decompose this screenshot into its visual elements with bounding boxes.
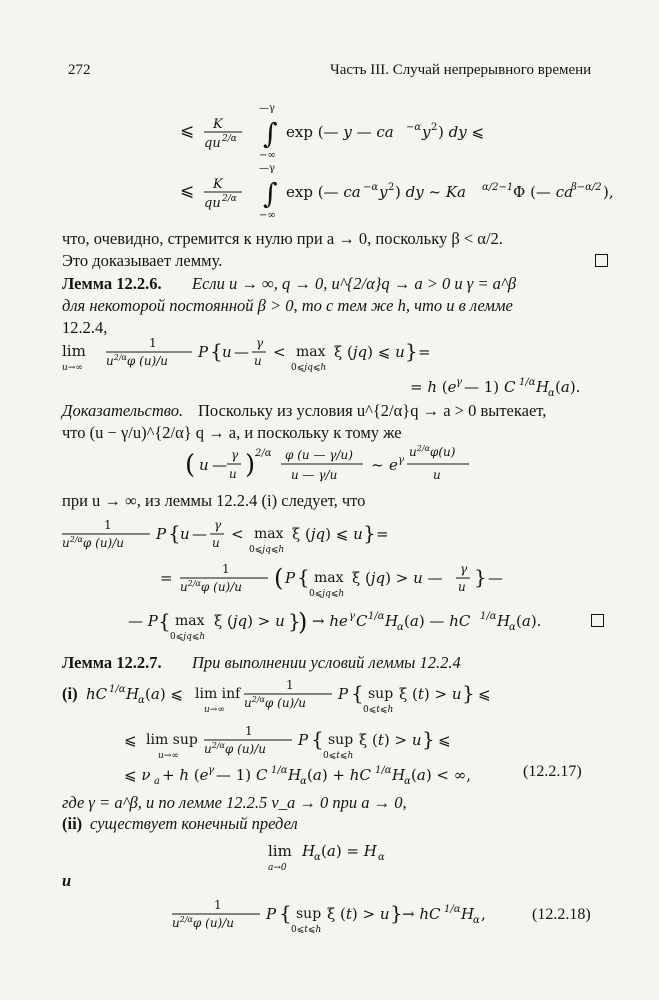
svg-text:sup: sup (296, 906, 322, 922)
svg-text:P: P (266, 905, 277, 923)
svg-text:—: — (234, 343, 249, 361)
svg-text:u2/αφ (u)/u: $u^{2/\alpha}\varphi$ (u)/u (106, 353, 169, 368)
svg-text:u — γ/u: u — γ/u (291, 468, 338, 482)
svg-text:H: H (302, 842, 316, 860)
equation-c (62, 332, 482, 378)
svg-text:{: { (297, 565, 310, 589)
svg-text:lim: lim (62, 342, 86, 360)
svg-text:u: u (180, 525, 190, 543)
paragraph-where: где γ = a^β, и по лемме 12.2.5 ν_a → 0 при a → 0, (62, 793, 407, 812)
svg-text:}: } (474, 565, 487, 589)
item-label: (ii) (62, 814, 83, 833)
svg-text:H: H (126, 685, 140, 703)
svg-text:sup: sup (328, 732, 354, 748)
lemma-title: Лемма 12.2.7. (62, 653, 162, 672)
svg-text:1/α: 1/α (519, 377, 536, 388)
svg-text:(a) — hC: (a) — hC (404, 612, 471, 630)
svg-text:∫: ∫ (263, 117, 278, 150)
equation-b (180, 164, 640, 224)
equation-a (180, 104, 510, 164)
svg-text:{: { (210, 339, 223, 363)
proof-label: Доказательство. (62, 401, 184, 420)
svg-text:lim: lim (268, 842, 292, 860)
svg-text:C: C (356, 612, 368, 630)
svg-text:1/α: 1/α (480, 611, 497, 622)
svg-text:(a).: (a). (516, 612, 542, 630)
svg-text:ξ (jq) ⩽ u: ξ (jq) ⩽ u (292, 525, 363, 543)
item-label: (i) (62, 684, 78, 703)
lemma-statement: При выполнении условий леммы 12.2.4 (192, 653, 461, 672)
svg-text:1: 1 (104, 518, 112, 532)
svg-text:u: u (212, 536, 220, 550)
svg-text:u→∞: u→∞ (62, 363, 83, 373)
svg-text:u2/αφ (u)/u: $u^{2/\alpha}\varphi$ (u)/u (62, 535, 125, 550)
svg-text:,: , (481, 905, 486, 923)
equation-l (268, 836, 408, 876)
svg-text:(: ( (185, 450, 196, 480)
svg-text:α: α (404, 776, 411, 787)
svg-text:u: u (199, 456, 209, 474)
svg-text:}: } (422, 727, 435, 751)
svg-text:γ: γ (460, 562, 468, 576)
svg-text:0⩽jq⩽h: 0⩽jq⩽h (291, 363, 327, 373)
svg-text:=: = (160, 569, 173, 587)
svg-text:u2/αφ (u)/u: $u^{2/\alpha}\varphi$ (u)/u (244, 695, 307, 710)
equation-d (410, 374, 610, 400)
svg-text:∫: ∫ (263, 177, 278, 210)
equation-g (160, 558, 530, 606)
svg-text:H: H (536, 378, 550, 396)
svg-text:),: ), (603, 183, 614, 201)
svg-text:}: } (462, 681, 475, 705)
svg-text:u→∞: u→∞ (204, 705, 225, 715)
svg-text:—: — (212, 456, 227, 474)
paragraph-follows: при u → ∞, из леммы 12.2.4 (i) следует, что (62, 491, 366, 510)
item-text: существует конечный предел (90, 814, 298, 833)
equation-m (172, 894, 512, 942)
lemma-statement: для некоторой постоянной β > 0, то с тем же h, что и в лемме (62, 296, 513, 315)
svg-text:u: u (229, 467, 237, 481)
svg-text:lim inf: lim inf (195, 686, 241, 702)
equation-j (124, 720, 494, 766)
svg-text:⩽: ⩽ (124, 731, 137, 749)
svg-text:max: max (296, 344, 326, 360)
svg-text:sup: sup (368, 686, 394, 702)
svg-text:2: 2 (388, 182, 395, 193)
svg-text:u2/αφ (u)/u: $u^{2/\alpha}\varphi$ (u)/u (180, 579, 243, 594)
svg-text:u2/αφ(u): $u^{2/\alpha}\varphi(u)$ (409, 444, 456, 459)
conjunction: и (62, 871, 72, 890)
svg-text:— P: — P (128, 612, 158, 630)
svg-text:H: H (392, 766, 406, 784)
svg-text:−∞: −∞ (259, 150, 276, 161)
svg-text:P: P (198, 343, 209, 361)
svg-text:γ: γ (349, 611, 355, 622)
svg-text:α/2−1: α/2−1 (482, 182, 514, 193)
svg-text:1: 1 (214, 898, 222, 912)
svg-text:exp (— ca: exp (— ca (286, 183, 361, 201)
svg-text:—γ: —γ (259, 104, 275, 114)
svg-text:K: K (213, 117, 223, 132)
svg-text:qu: qu (204, 136, 221, 151)
qed-symbol (595, 254, 608, 267)
svg-text:—: — (488, 569, 503, 587)
svg-text:<: < (231, 525, 244, 543)
svg-text:⩽ ν: ⩽ ν (124, 766, 151, 784)
svg-text:{: { (351, 681, 364, 705)
svg-text:(a).: (a). (555, 378, 581, 396)
svg-text:0⩽jq⩽h: 0⩽jq⩽h (170, 632, 206, 642)
svg-text:{: { (279, 901, 292, 925)
svg-text:u2/αφ (u)/u: $u^{2/\alpha}\varphi$ (u)/u (204, 741, 267, 756)
svg-text:γ: γ (214, 518, 222, 532)
svg-text:=: = (418, 343, 431, 361)
svg-text:(a) + hC: (a) + hC (307, 766, 371, 784)
svg-text:exp (— y — ca: exp (— y — ca (286, 123, 394, 141)
svg-text:α: α (138, 695, 145, 706)
running-title: Часть III. Случай непрерывного времени (330, 62, 592, 78)
svg-text:—γ: —γ (259, 164, 275, 174)
equation-f (62, 514, 442, 560)
svg-text:— 1) C: — 1) C (216, 766, 268, 784)
svg-text:φ (u — γ/u): φ (u — γ/u) (285, 448, 353, 462)
proof-text: Поскольку из условия u^{2/α}q → a > 0 вытекает, (198, 401, 547, 420)
svg-text:−α: −α (406, 122, 422, 133)
svg-text:ξ (t) > u: ξ (t) > u (399, 685, 462, 703)
svg-text:→ he: → he (312, 612, 348, 630)
equation-h (128, 604, 618, 648)
svg-text:u: u (254, 354, 262, 368)
svg-text:⩽: ⩽ (438, 731, 451, 749)
svg-text:2/α: 2/α (222, 134, 237, 144)
svg-text:α: α (378, 852, 385, 863)
svg-text:γ: γ (256, 336, 264, 350)
svg-text:1: 1 (149, 336, 157, 350)
svg-text:): ) (245, 450, 256, 480)
svg-text:⩽: ⩽ (180, 121, 195, 141)
svg-text:Φ (— ca: Φ (— ca (513, 183, 574, 201)
svg-text:0⩽t⩽h: 0⩽t⩽h (363, 705, 394, 715)
svg-text:→ hC: → hC (402, 905, 441, 923)
svg-text:a: a (154, 776, 160, 787)
svg-text:e: e (389, 456, 398, 474)
svg-text:P: P (338, 685, 349, 703)
svg-text:H: H (497, 612, 511, 630)
svg-text:= h (e: = h (e (410, 378, 457, 396)
svg-text:{: { (311, 727, 324, 751)
svg-text:H: H (385, 612, 399, 630)
svg-text:}: } (405, 339, 418, 363)
svg-text:~: ~ (371, 456, 384, 474)
lemma-title: Лемма 12.2.6. (62, 274, 162, 293)
svg-text:α: α (509, 622, 516, 633)
page-number: 272 (68, 62, 91, 78)
svg-text:}: } (363, 521, 376, 545)
svg-text:1/α: 1/α (375, 765, 392, 776)
svg-text:max: max (314, 570, 344, 586)
svg-text:H: H (461, 905, 475, 923)
svg-text:γ: γ (231, 448, 239, 462)
svg-text:0⩽jq⩽h: 0⩽jq⩽h (249, 545, 285, 555)
svg-text:1: 1 (245, 724, 253, 738)
svg-text:a→0: a→0 (268, 863, 287, 873)
svg-text:max: max (254, 526, 284, 542)
paragraph-proves-lemma: Это доказывает лемму. (62, 251, 223, 270)
svg-text:u→∞: u→∞ (158, 751, 179, 761)
svg-text:⩽: ⩽ (180, 181, 195, 201)
svg-text:0⩽t⩽h: 0⩽t⩽h (291, 925, 322, 935)
svg-text:H: H (288, 766, 302, 784)
svg-text:—: — (192, 525, 207, 543)
svg-text:+ h (e: + h (e (162, 766, 209, 784)
svg-text:(a) ⩽: (a) ⩽ (145, 685, 184, 703)
svg-text:β−α/2: β−α/2 (571, 182, 602, 193)
svg-text:ξ (jq) > u: ξ (jq) > u (214, 612, 285, 630)
svg-text:hC: hC (86, 685, 108, 703)
lemma-statement: Если u → ∞, q → 0, u^{2/α}q → a > 0 и γ = a^β (192, 274, 517, 293)
svg-text:{: { (158, 609, 171, 633)
svg-text:1/α: 1/α (368, 611, 385, 622)
svg-text:1: 1 (222, 562, 230, 576)
svg-text:ξ (jq) ⩽ u: ξ (jq) ⩽ u (334, 343, 405, 361)
svg-text:ξ (t) > u: ξ (t) > u (359, 731, 422, 749)
svg-text:K: K (213, 177, 223, 192)
svg-text:0⩽t⩽h: 0⩽t⩽h (323, 751, 354, 761)
svg-text:<: < (273, 343, 286, 361)
svg-text:P: P (285, 569, 296, 587)
equation-number: (12.2.18) (532, 906, 591, 923)
svg-text:2: 2 (431, 122, 438, 133)
svg-text:γ: γ (398, 455, 404, 466)
svg-text:) dy ⩽: ) dy ⩽ (438, 123, 485, 141)
svg-text:qu: qu (204, 196, 221, 211)
svg-text:γ: γ (208, 765, 214, 776)
svg-text:— 1) C: — 1) C (464, 378, 516, 396)
svg-text:(: ( (274, 564, 284, 592)
svg-text:α: α (300, 776, 307, 787)
svg-text:) dy ~ Ka: ) dy ~ Ka (395, 183, 466, 201)
svg-text:): ) (298, 608, 308, 636)
svg-text:P: P (298, 731, 309, 749)
proof-text: что (u − γ/u)^{2/α} q → a, и поскольку к тому же (62, 423, 402, 442)
lemma-reference: 12.2.4, (62, 318, 108, 337)
svg-text:{: { (168, 521, 181, 545)
svg-text:u: u (433, 468, 441, 482)
svg-text:1/α: 1/α (109, 684, 126, 695)
svg-text:2/α: 2/α (222, 194, 237, 204)
svg-text:=: = (376, 525, 389, 543)
svg-text:u: u (458, 580, 466, 594)
svg-text:α: α (548, 388, 555, 399)
svg-text:}: } (288, 609, 301, 633)
svg-text:−α: −α (363, 182, 379, 193)
equation-e (185, 442, 505, 494)
svg-text:1: 1 (286, 678, 294, 692)
svg-text:lim sup: lim sup (146, 732, 198, 748)
paragraph-conclusion: что, очевидно, стремится к нулю при a → 0, поскольку β < α/2. (62, 229, 503, 248)
equation-i (86, 674, 546, 722)
svg-text:1/α: 1/α (271, 765, 288, 776)
svg-text:}: } (390, 901, 403, 925)
qed-symbol (591, 614, 604, 627)
svg-text:y: y (379, 183, 388, 201)
svg-text:P: P (156, 525, 167, 543)
svg-text:y: y (422, 123, 431, 141)
svg-text:(a) < ∞,: (a) < ∞, (411, 766, 472, 784)
svg-text:α: α (314, 852, 321, 863)
svg-text:1/α: 1/α (444, 904, 461, 915)
svg-text:u2/αφ (u)/u: $u^{2/\alpha}\varphi$ (u)/u (172, 915, 235, 930)
svg-text:γ: γ (456, 377, 462, 388)
svg-text:ξ (jq) > u —: ξ (jq) > u — (352, 569, 443, 587)
svg-text:⩽: ⩽ (478, 685, 491, 703)
svg-text:max: max (175, 613, 205, 629)
svg-text:(a) = H: (a) = H (321, 842, 377, 860)
equation-number: (12.2.17) (523, 763, 582, 780)
svg-text:α: α (397, 622, 404, 633)
svg-text:0⩽jq⩽h: 0⩽jq⩽h (309, 589, 345, 599)
svg-text:α: α (473, 915, 480, 926)
equation-k (124, 762, 524, 788)
svg-text:2/α: 2/α (255, 448, 272, 459)
svg-text:−∞: −∞ (259, 210, 276, 221)
svg-text:u: u (222, 343, 232, 361)
svg-text:ξ (t) > u: ξ (t) > u (327, 905, 390, 923)
